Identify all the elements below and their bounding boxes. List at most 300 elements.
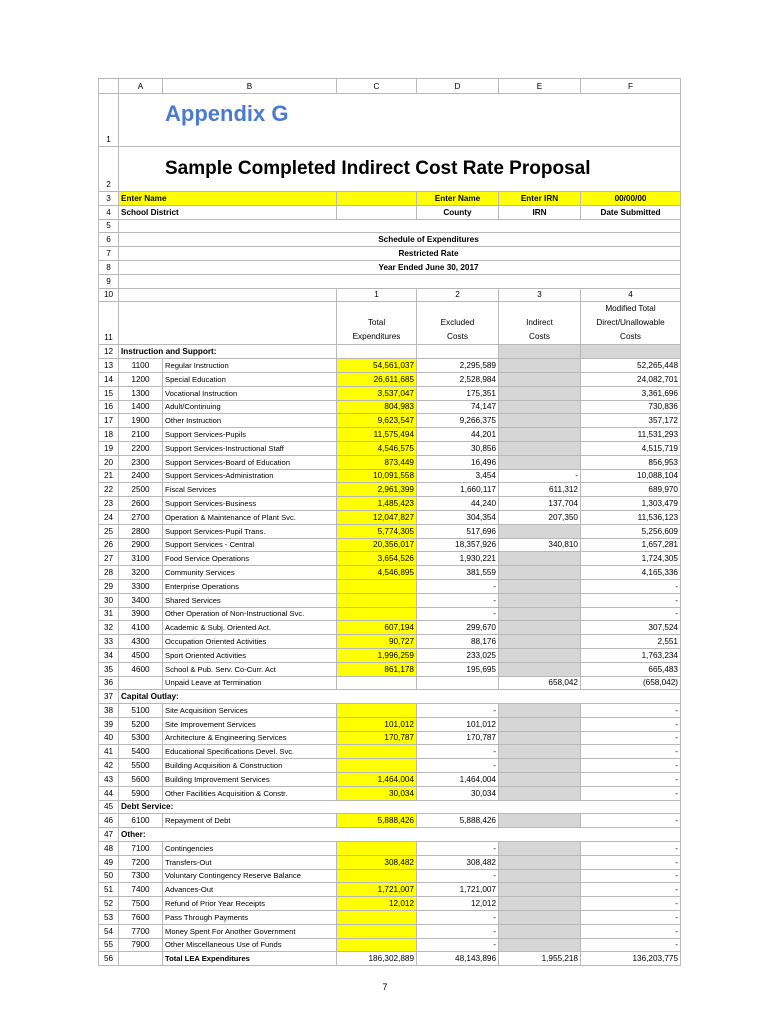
indirect-costs-cell[interactable] xyxy=(499,414,581,428)
modified-total-cell[interactable]: - xyxy=(581,855,681,869)
excluded-costs-cell[interactable]: 233,025 xyxy=(417,648,499,662)
row-number[interactable]: 53 xyxy=(99,911,119,925)
row-number[interactable]: 19 xyxy=(99,441,119,455)
total-expenditures-cell[interactable]: 170,787 xyxy=(337,731,417,745)
excluded-costs-cell[interactable]: 9,266,375 xyxy=(417,414,499,428)
row-number[interactable]: 50 xyxy=(99,869,119,883)
excluded-costs-cell[interactable]: - xyxy=(417,593,499,607)
row-number[interactable]: 13 xyxy=(99,359,119,373)
section-capital-outlay[interactable]: Capital Outlay: xyxy=(119,690,681,704)
indirect-costs-cell[interactable] xyxy=(499,924,581,938)
modified-total-cell[interactable]: (658,042) xyxy=(581,676,681,690)
indirect-costs-cell[interactable] xyxy=(499,759,581,773)
modified-total-cell[interactable]: - xyxy=(581,924,681,938)
modified-total-cell[interactable]: - xyxy=(581,607,681,621)
total-expenditures-cell[interactable]: 101,012 xyxy=(337,717,417,731)
indirect-costs-cell[interactable] xyxy=(499,773,581,787)
excluded-costs-cell[interactable]: 30,856 xyxy=(417,441,499,455)
indirect-costs-cell[interactable] xyxy=(499,607,581,621)
function-description[interactable]: Other Facilities Acquisition & Constr. xyxy=(163,786,337,800)
row-number[interactable]: 51 xyxy=(99,883,119,897)
row-number[interactable]: 21 xyxy=(99,469,119,483)
function-description[interactable]: Support Services-Instructional Staff xyxy=(163,441,337,455)
function-description[interactable]: Contingencies xyxy=(163,842,337,856)
cell[interactable] xyxy=(163,94,681,147)
modified-total-cell[interactable]: - xyxy=(581,897,681,911)
column-number-3[interactable]: 3 xyxy=(499,288,581,302)
row-number[interactable]: 55 xyxy=(99,938,119,952)
column-header-e[interactable]: E xyxy=(499,79,581,94)
function-description[interactable]: Support Services-Administration xyxy=(163,469,337,483)
total-expenditures-cell[interactable] xyxy=(337,869,417,883)
excluded-costs-cell[interactable]: - xyxy=(417,924,499,938)
indirect-costs-cell[interactable] xyxy=(499,731,581,745)
row-number[interactable]: 15 xyxy=(99,386,119,400)
total-expenditures-cell[interactable]: 804,983 xyxy=(337,400,417,414)
row-number[interactable]: 5 xyxy=(99,219,119,233)
row-number[interactable]: 27 xyxy=(99,552,119,566)
modified-total-cell[interactable]: 1,303,479 xyxy=(581,497,681,511)
function-code[interactable]: 7100 xyxy=(119,842,163,856)
excluded-costs-cell[interactable]: 195,695 xyxy=(417,662,499,676)
excluded-costs-cell[interactable]: 1,660,117 xyxy=(417,483,499,497)
cell[interactable] xyxy=(119,302,337,345)
cell[interactable] xyxy=(163,147,681,192)
modified-total-cell[interactable]: 24,082,701 xyxy=(581,372,681,386)
function-description[interactable]: Vocational Instruction xyxy=(163,386,337,400)
function-description[interactable]: Site Improvement Services xyxy=(163,717,337,731)
indirect-costs-cell[interactable] xyxy=(499,428,581,442)
modified-total-cell[interactable]: 1,724,305 xyxy=(581,552,681,566)
indirect-costs-cell[interactable]: - xyxy=(499,469,581,483)
function-description[interactable]: Building Improvement Services xyxy=(163,773,337,787)
column-header-f[interactable]: F xyxy=(581,79,681,94)
header-indirect-costs[interactable] xyxy=(499,302,581,345)
row-number[interactable]: 42 xyxy=(99,759,119,773)
excluded-costs-cell[interactable]: - xyxy=(417,842,499,856)
year-ended[interactable]: Year Ended June 30, 2017 xyxy=(119,260,681,274)
function-code[interactable]: 3300 xyxy=(119,579,163,593)
excluded-costs-cell[interactable]: - xyxy=(417,607,499,621)
function-description[interactable]: Unpaid Leave at Termination xyxy=(163,676,337,690)
modified-total-cell[interactable]: 5,256,609 xyxy=(581,524,681,538)
cell[interactable] xyxy=(417,345,499,359)
excluded-costs-cell[interactable]: - xyxy=(417,579,499,593)
indirect-costs-cell[interactable]: 340,810 xyxy=(499,538,581,552)
indirect-costs-cell[interactable] xyxy=(499,786,581,800)
excluded-costs-cell[interactable]: 18,357,926 xyxy=(417,538,499,552)
modified-total-cell[interactable]: 665,483 xyxy=(581,662,681,676)
modified-total-cell[interactable]: - xyxy=(581,911,681,925)
modified-total-cell[interactable]: 11,531,293 xyxy=(581,428,681,442)
function-description[interactable]: Regular Instruction xyxy=(163,359,337,373)
row-number[interactable]: 1 xyxy=(99,94,119,147)
row-number[interactable]: 28 xyxy=(99,566,119,580)
modified-total-cell[interactable]: 357,172 xyxy=(581,414,681,428)
excluded-costs-cell[interactable]: 170,787 xyxy=(417,731,499,745)
indirect-costs-cell[interactable] xyxy=(499,814,581,828)
function-code[interactable]: 3100 xyxy=(119,552,163,566)
function-code[interactable]: 7300 xyxy=(119,869,163,883)
excluded-costs-cell[interactable]: 44,201 xyxy=(417,428,499,442)
date-submitted-label[interactable]: Date Submitted xyxy=(581,205,681,219)
function-description[interactable]: Building Acquisition & Construction xyxy=(163,759,337,773)
row-number[interactable]: 16 xyxy=(99,400,119,414)
total-expenditures-cell[interactable]: 4,546,895 xyxy=(337,566,417,580)
excluded-costs-cell[interactable]: 517,696 xyxy=(417,524,499,538)
modified-total-cell[interactable]: - xyxy=(581,579,681,593)
total-expenditures-cell[interactable] xyxy=(337,938,417,952)
row-number[interactable]: 33 xyxy=(99,635,119,649)
excluded-costs-cell[interactable]: 1,721,007 xyxy=(417,883,499,897)
modified-total-cell[interactable]: 1,657,281 xyxy=(581,538,681,552)
excluded-costs-cell[interactable]: 2,528,984 xyxy=(417,372,499,386)
function-description[interactable]: Architecture & Engineering Services xyxy=(163,731,337,745)
total-expenditures-cell[interactable] xyxy=(337,842,417,856)
function-code[interactable]: 7200 xyxy=(119,855,163,869)
indirect-costs-cell[interactable]: 137,704 xyxy=(499,497,581,511)
header-total-expenditures[interactable] xyxy=(337,302,417,345)
function-code[interactable]: 3200 xyxy=(119,566,163,580)
modified-total-cell[interactable]: - xyxy=(581,717,681,731)
function-description[interactable]: Occupation Oriented Activities xyxy=(163,635,337,649)
excluded-costs-cell[interactable]: 16,496 xyxy=(417,455,499,469)
function-code[interactable]: 7700 xyxy=(119,924,163,938)
excluded-costs-cell[interactable]: - xyxy=(417,759,499,773)
excluded-costs-cell[interactable]: 30,034 xyxy=(417,786,499,800)
header-modified-total[interactable] xyxy=(581,302,681,345)
total-indirect[interactable]: 1,955,218 xyxy=(499,952,581,966)
cell[interactable] xyxy=(581,345,681,359)
indirect-costs-cell[interactable] xyxy=(499,869,581,883)
cell[interactable] xyxy=(337,192,417,206)
function-code[interactable]: 7600 xyxy=(119,911,163,925)
column-header-d[interactable]: D xyxy=(417,79,499,94)
total-expenditures-cell[interactable] xyxy=(337,911,417,925)
function-code[interactable]: 5100 xyxy=(119,704,163,718)
total-expenditures-cell[interactable]: 5,888,426 xyxy=(337,814,417,828)
row-number[interactable]: 6 xyxy=(99,233,119,247)
row-number[interactable]: 30 xyxy=(99,593,119,607)
row-number[interactable]: 52 xyxy=(99,897,119,911)
modified-total-cell[interactable]: - xyxy=(581,704,681,718)
modified-total-cell[interactable]: - xyxy=(581,731,681,745)
total-expenditures-cell[interactable]: 12,012 xyxy=(337,897,417,911)
function-description[interactable]: Advances-Out xyxy=(163,883,337,897)
indirect-costs-cell[interactable]: 658,042 xyxy=(499,676,581,690)
total-label[interactable]: Total LEA Expenditures xyxy=(163,952,337,966)
total-expenditures-cell[interactable]: 54,561,037 xyxy=(337,359,417,373)
modified-total-cell[interactable]: - xyxy=(581,786,681,800)
row-number[interactable]: 49 xyxy=(99,855,119,869)
total-expenditures-cell[interactable] xyxy=(337,676,417,690)
total-expenditures-cell[interactable] xyxy=(337,579,417,593)
total-expenditures-cell[interactable]: 1,485,423 xyxy=(337,497,417,511)
enter-county-cell[interactable]: Enter Name xyxy=(417,192,499,206)
function-code[interactable]: 4100 xyxy=(119,621,163,635)
modified-total-cell[interactable]: 10,088,104 xyxy=(581,469,681,483)
indirect-costs-cell[interactable] xyxy=(499,441,581,455)
modified-total-cell[interactable]: - xyxy=(581,759,681,773)
excluded-costs-cell[interactable]: 3,454 xyxy=(417,469,499,483)
total-expenditures-cell[interactable]: 1,464,004 xyxy=(337,773,417,787)
total-expenditures-cell[interactable]: 26,611,685 xyxy=(337,372,417,386)
excluded-costs-cell[interactable]: - xyxy=(417,911,499,925)
function-code[interactable]: 2100 xyxy=(119,428,163,442)
modified-total-cell[interactable]: - xyxy=(581,773,681,787)
indirect-costs-cell[interactable] xyxy=(499,372,581,386)
modified-total-cell[interactable]: - xyxy=(581,842,681,856)
row-number[interactable]: 25 xyxy=(99,524,119,538)
function-description[interactable]: Refund of Prior Year Receipts xyxy=(163,897,337,911)
modified-total-cell[interactable]: - xyxy=(581,593,681,607)
row-number[interactable]: 47 xyxy=(99,828,119,842)
excluded-costs-cell[interactable]: 1,930,221 xyxy=(417,552,499,566)
row-number[interactable]: 46 xyxy=(99,814,119,828)
total-expenditures-cell[interactable]: 861,178 xyxy=(337,662,417,676)
total-expenditures-cell[interactable]: 3,537,047 xyxy=(337,386,417,400)
function-code[interactable]: 1400 xyxy=(119,400,163,414)
function-description[interactable]: Operation & Maintenance of Plant Svc. xyxy=(163,510,337,524)
total-expenditures-cell[interactable]: 9,623,547 xyxy=(337,414,417,428)
excluded-costs-cell[interactable]: 175,351 xyxy=(417,386,499,400)
row-number[interactable]: 35 xyxy=(99,662,119,676)
total-expenditures-cell[interactable]: 873,449 xyxy=(337,455,417,469)
row-number[interactable]: 48 xyxy=(99,842,119,856)
enter-name-cell[interactable]: Enter Name xyxy=(119,192,337,206)
function-description[interactable]: Special Education xyxy=(163,372,337,386)
excluded-costs-cell[interactable]: 2,295,589 xyxy=(417,359,499,373)
function-description[interactable]: Educational Specifications Devel. Svc. xyxy=(163,745,337,759)
function-code[interactable]: 2500 xyxy=(119,483,163,497)
row-number[interactable]: 37 xyxy=(99,690,119,704)
total-expenditures[interactable]: 186,302,889 xyxy=(337,952,417,966)
modified-total-cell[interactable]: 3,361,696 xyxy=(581,386,681,400)
school-district-label[interactable]: School District xyxy=(119,205,337,219)
cell[interactable] xyxy=(119,147,163,192)
function-description[interactable]: Fiscal Services xyxy=(163,483,337,497)
indirect-costs-cell[interactable] xyxy=(499,593,581,607)
function-code[interactable]: 5300 xyxy=(119,731,163,745)
function-code[interactable]: 7900 xyxy=(119,938,163,952)
indirect-costs-cell[interactable]: 207,350 xyxy=(499,510,581,524)
function-description[interactable]: Food Service Operations xyxy=(163,552,337,566)
cell[interactable] xyxy=(119,94,163,147)
indirect-costs-cell[interactable] xyxy=(499,524,581,538)
excluded-costs-cell[interactable]: 5,888,426 xyxy=(417,814,499,828)
total-expenditures-cell[interactable]: 90,727 xyxy=(337,635,417,649)
row-number[interactable]: 36 xyxy=(99,676,119,690)
excluded-costs-cell[interactable]: 44,240 xyxy=(417,497,499,511)
row-number[interactable]: 29 xyxy=(99,579,119,593)
function-code[interactable] xyxy=(119,676,163,690)
date-cell[interactable]: 00/00/00 xyxy=(581,192,681,206)
total-expenditures-cell[interactable] xyxy=(337,607,417,621)
modified-total-cell[interactable]: 4,165,336 xyxy=(581,566,681,580)
total-expenditures-cell[interactable]: 12,047,827 xyxy=(337,510,417,524)
function-code[interactable]: 1100 xyxy=(119,359,163,373)
row-number[interactable]: 20 xyxy=(99,455,119,469)
indirect-costs-cell[interactable] xyxy=(499,400,581,414)
excluded-costs-cell[interactable]: 12,012 xyxy=(417,897,499,911)
function-description[interactable]: Pass Through Payments xyxy=(163,911,337,925)
row-number[interactable]: 7 xyxy=(99,247,119,261)
function-code[interactable]: 3900 xyxy=(119,607,163,621)
row-number[interactable]: 17 xyxy=(99,414,119,428)
total-expenditures-cell[interactable]: 5,774,305 xyxy=(337,524,417,538)
function-code[interactable]: 7400 xyxy=(119,883,163,897)
column-header-c[interactable]: C xyxy=(337,79,417,94)
cell[interactable] xyxy=(119,219,681,233)
county-label[interactable]: County xyxy=(417,205,499,219)
modified-total-cell[interactable]: - xyxy=(581,883,681,897)
function-code[interactable]: 6100 xyxy=(119,814,163,828)
function-code[interactable]: 2700 xyxy=(119,510,163,524)
modified-total-cell[interactable]: 730,836 xyxy=(581,400,681,414)
function-code[interactable]: 2400 xyxy=(119,469,163,483)
excluded-costs-cell[interactable]: - xyxy=(417,745,499,759)
function-description[interactable]: Repayment of Debt xyxy=(163,814,337,828)
total-expenditures-cell[interactable]: 30,034 xyxy=(337,786,417,800)
indirect-costs-cell[interactable] xyxy=(499,883,581,897)
function-description[interactable]: Sport Oriented Activities xyxy=(163,648,337,662)
row-number[interactable]: 38 xyxy=(99,704,119,718)
function-code[interactable]: 1300 xyxy=(119,386,163,400)
function-description[interactable]: Support Services-Pupils xyxy=(163,428,337,442)
total-expenditures-cell[interactable]: 20,356,017 xyxy=(337,538,417,552)
function-code[interactable]: 1900 xyxy=(119,414,163,428)
total-expenditures-cell[interactable]: 1,996,259 xyxy=(337,648,417,662)
function-code[interactable]: 4300 xyxy=(119,635,163,649)
indirect-costs-cell[interactable] xyxy=(499,579,581,593)
function-description[interactable]: Transfers-Out xyxy=(163,855,337,869)
row-number[interactable]: 43 xyxy=(99,773,119,787)
schedule-title[interactable]: Schedule of Expenditures xyxy=(119,233,681,247)
indirect-costs-cell[interactable] xyxy=(499,648,581,662)
total-expenditures-cell[interactable]: 607,194 xyxy=(337,621,417,635)
function-code[interactable]: 5600 xyxy=(119,773,163,787)
function-description[interactable]: Other Miscellaneous Use of Funds xyxy=(163,938,337,952)
row-number[interactable]: 12 xyxy=(99,345,119,359)
row-number[interactable]: 8 xyxy=(99,260,119,274)
function-description[interactable]: Voluntary Contingency Reserve Balance xyxy=(163,869,337,883)
row-number[interactable]: 31 xyxy=(99,607,119,621)
row-number[interactable]: 3 xyxy=(99,192,119,206)
row-number[interactable]: 23 xyxy=(99,497,119,511)
excluded-costs-cell[interactable]: - xyxy=(417,869,499,883)
row-number[interactable]: 45 xyxy=(99,800,119,814)
function-description[interactable]: Support Services-Pupil Trans. xyxy=(163,524,337,538)
modified-total-cell[interactable]: - xyxy=(581,745,681,759)
section-other[interactable]: Other: xyxy=(119,828,681,842)
function-description[interactable]: Other Instruction xyxy=(163,414,337,428)
modified-total-cell[interactable]: 2,551 xyxy=(581,635,681,649)
section-debt-service[interactable]: Debt Service: xyxy=(119,800,681,814)
total-expenditures-cell[interactable] xyxy=(337,704,417,718)
modified-total-cell[interactable]: 689,970 xyxy=(581,483,681,497)
indirect-costs-cell[interactable] xyxy=(499,855,581,869)
excluded-costs-cell[interactable]: 381,559 xyxy=(417,566,499,580)
function-description[interactable]: Shared Services xyxy=(163,593,337,607)
excluded-costs-cell[interactable] xyxy=(417,676,499,690)
function-code[interactable]: 2200 xyxy=(119,441,163,455)
function-code[interactable]: 5200 xyxy=(119,717,163,731)
function-code[interactable]: 1200 xyxy=(119,372,163,386)
total-expenditures-cell[interactable] xyxy=(337,593,417,607)
row-number[interactable]: 40 xyxy=(99,731,119,745)
enter-irn-cell[interactable]: Enter IRN xyxy=(499,192,581,206)
indirect-costs-cell[interactable] xyxy=(499,842,581,856)
function-code[interactable]: 5500 xyxy=(119,759,163,773)
row-number[interactable]: 44 xyxy=(99,786,119,800)
function-code[interactable]: 2900 xyxy=(119,538,163,552)
function-description[interactable]: Other Operation of Non-Instructional Svc. xyxy=(163,607,337,621)
column-number-2[interactable]: 2 xyxy=(417,288,499,302)
total-expenditures-cell[interactable]: 11,575,494 xyxy=(337,428,417,442)
row-number[interactable]: 41 xyxy=(99,745,119,759)
indirect-costs-cell[interactable] xyxy=(499,552,581,566)
indirect-costs-cell[interactable] xyxy=(499,386,581,400)
function-code[interactable]: 2800 xyxy=(119,524,163,538)
excluded-costs-cell[interactable]: 101,012 xyxy=(417,717,499,731)
modified-total-cell[interactable]: 4,515,719 xyxy=(581,441,681,455)
modified-total-cell[interactable]: 52,265,448 xyxy=(581,359,681,373)
row-number[interactable]: 56 xyxy=(99,952,119,966)
function-description[interactable]: School & Pub. Serv. Co-Curr. Act xyxy=(163,662,337,676)
column-number-4[interactable]: 4 xyxy=(581,288,681,302)
row-number[interactable]: 32 xyxy=(99,621,119,635)
row-number[interactable]: 11 xyxy=(99,302,119,345)
header-excluded-costs[interactable] xyxy=(417,302,499,345)
modified-total-cell[interactable]: - xyxy=(581,814,681,828)
indirect-costs-cell[interactable]: 611,312 xyxy=(499,483,581,497)
function-description[interactable]: Enterprise Operations xyxy=(163,579,337,593)
excluded-costs-cell[interactable]: 74,147 xyxy=(417,400,499,414)
indirect-costs-cell[interactable] xyxy=(499,745,581,759)
total-expenditures-cell[interactable]: 4,546,575 xyxy=(337,441,417,455)
total-excluded[interactable]: 48,143,896 xyxy=(417,952,499,966)
section-instruction[interactable]: Instruction and Support: xyxy=(119,345,337,359)
total-expenditures-cell[interactable] xyxy=(337,924,417,938)
column-number-1[interactable]: 1 xyxy=(337,288,417,302)
row-number[interactable]: 9 xyxy=(99,274,119,288)
row-number[interactable]: 14 xyxy=(99,372,119,386)
row-number[interactable]: 39 xyxy=(99,717,119,731)
indirect-costs-cell[interactable] xyxy=(499,635,581,649)
modified-total-cell[interactable]: - xyxy=(581,869,681,883)
row-number[interactable]: 26 xyxy=(99,538,119,552)
indirect-costs-cell[interactable] xyxy=(499,938,581,952)
function-code[interactable]: 3400 xyxy=(119,593,163,607)
indirect-costs-cell[interactable] xyxy=(499,566,581,580)
row-number[interactable]: 2 xyxy=(99,147,119,192)
total-expenditures-cell[interactable]: 1,721,007 xyxy=(337,883,417,897)
modified-total-cell[interactable]: 856,953 xyxy=(581,455,681,469)
cell[interactable] xyxy=(119,274,681,288)
indirect-costs-cell[interactable] xyxy=(499,704,581,718)
total-expenditures-cell[interactable] xyxy=(337,745,417,759)
cell[interactable] xyxy=(337,345,417,359)
cell[interactable] xyxy=(119,288,337,302)
cell[interactable] xyxy=(119,952,163,966)
indirect-costs-cell[interactable] xyxy=(499,911,581,925)
indirect-costs-cell[interactable] xyxy=(499,621,581,635)
function-description[interactable]: Money Spent For Another Government xyxy=(163,924,337,938)
function-code[interactable]: 4500 xyxy=(119,648,163,662)
row-number[interactable]: 18 xyxy=(99,428,119,442)
column-header-a[interactable]: A xyxy=(119,79,163,94)
row-number[interactable]: 4 xyxy=(99,205,119,219)
